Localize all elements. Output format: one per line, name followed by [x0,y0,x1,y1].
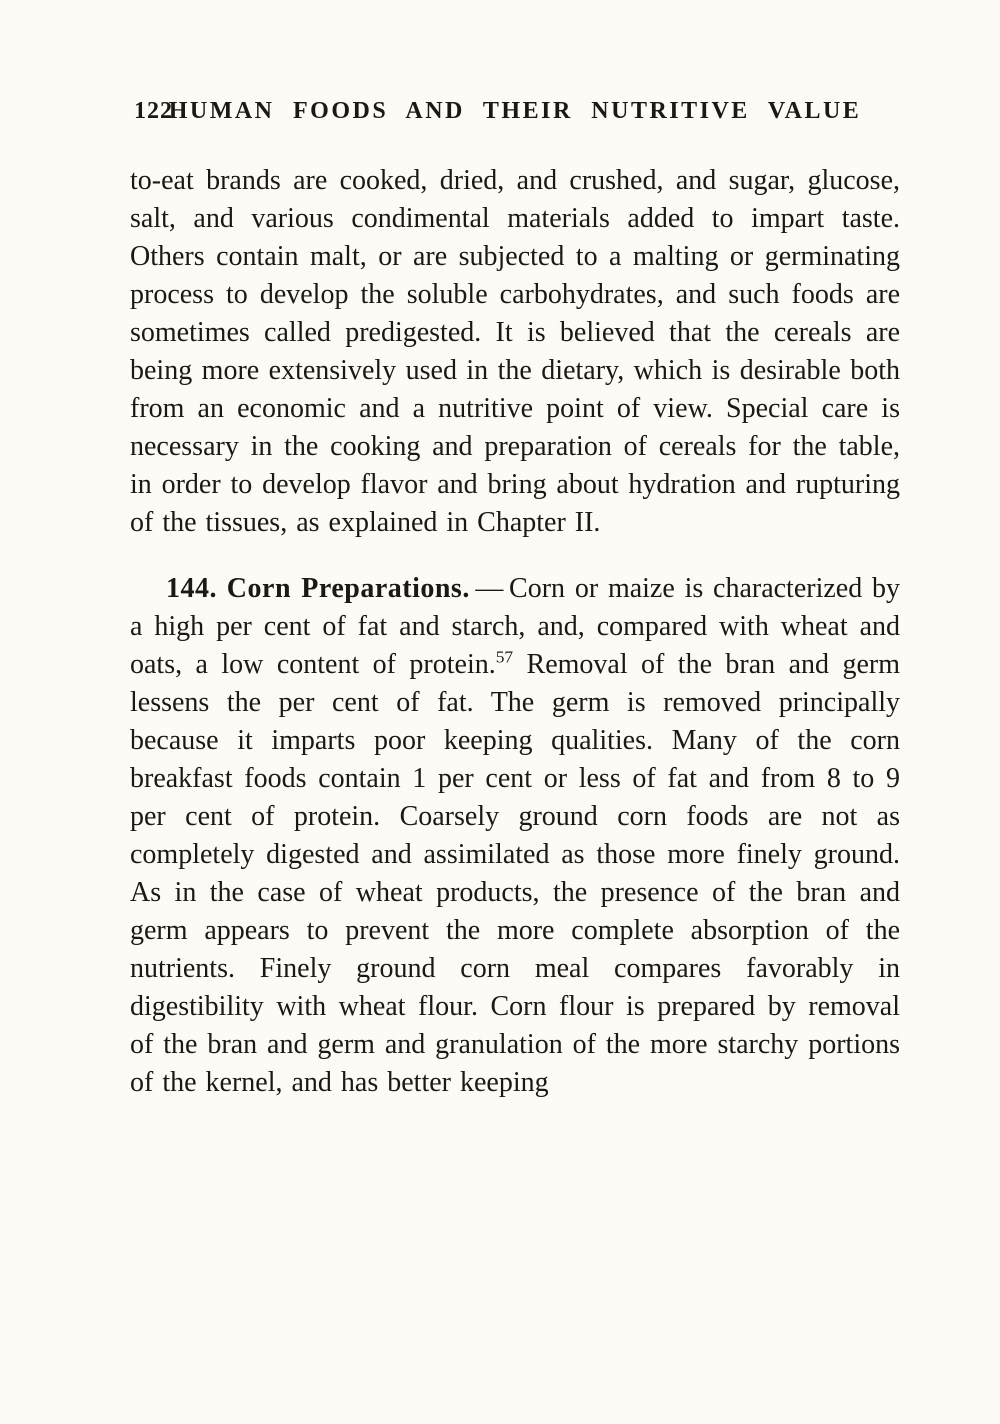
page-number: 122 [134,98,173,124]
running-header [130,98,900,132]
paragraph-cereals: to-eat brands are cooked, dried, and crushed, and sugar, glucose, salt, and various condimental materials added to impart taste. Others contain malt, or are subjected to a malting or germinating process to develop the soluble carbohydrates, and such foods are sometimes called predigested. It is believed that the cereals are being more extensively used in the dietary, which is desirable both from an economic and a nutritive point of view. Special care is necessary in the cooking and preparation of cereals for the table, in order to develop flavor and bring about hydration and rupturing of the tissues, as explained in Chapter II. [130,165,900,538]
section-title-dash: — [469,573,510,604]
body-text [130,162,900,1102]
section-title: Corn Preparations. [226,573,470,604]
section-text-after-footnote: Removal of the bran and germ lessens the per cent of fat. The germ is removed principally because it imparts poor keeping qualities. Many of the corn breakfast foods contain 1 per cent or less of fat and from 8 to 9 per cent of protein. Coarsely ground corn foods are not as completely digested and assimilated as those more finely ground. As in the case of wheat products, the presence of the bran and germ appears to prevent the more complete absorption of the nutrients. Finely ground corn meal compares favorably in digestibility with wheat flour. Corn flour is prepared by removal of the bran and germ and granulation of the more starchy portions of the kernel, and has better keeping [130,649,900,1098]
section-text-before-footnote: Corn or maize is characterized by a high per cent of fat and starch, and, compared with wheat and oats, a low content of protein. [130,573,901,680]
section-number: 144. [166,573,217,604]
paragraph-corn-preparations [130,570,900,1102]
running-header-title: HUMAN FOODS AND THEIR NUTRITIVE VALUE [168,98,862,124]
footnote-reference: 57 [495,647,514,667]
